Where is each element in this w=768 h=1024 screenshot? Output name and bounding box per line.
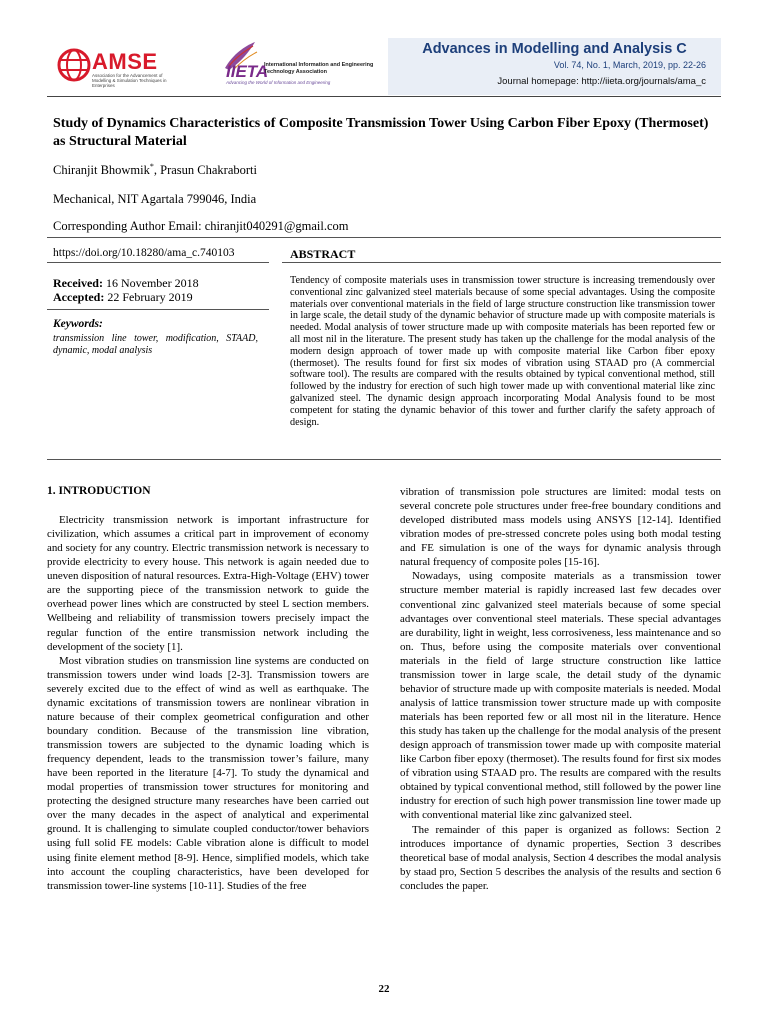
keywords-list: transmission line tower, modification, STAAD, dynamic, modal analysis bbox=[53, 333, 258, 356]
paragraph: Most vibration studies on transmission line systems are conducted on transmission towers under wind loads [2-3]. Transmission towers are severely excited due to the effect of wind as well as earthquake. The dynamic excitations of transmission towers are nonlinear vibration in nature because of their complex geometrical configuration and other boundary condition. Because of the transmission line vibration, transmission towers are subjected to the dynamic loading which is frequency dependent, leads to the transmission tower’s failure, many have been reported in the literature [4-7]. To study the dynamical and modal properties of transmission tower structures for monitoring and protecting the designed structure many researches have been carried out over the many decades in the aspect of analytical and experimental ground. It is challenging to simulate coupled conductor/tower behaviors using full solid FE models: Cable vibration alone is difficult to model using finite element method [8-9]. Hence, simplified models, which take into account the coupling characteristics, have been developed for transmission tower-line systems [10-11]. Studies of the free bbox=[47, 654, 369, 892]
ieta-logo-text: IIETA bbox=[226, 62, 269, 81]
paragraph: vibration of transmission pole structures are limited: modal tests on several concrete pole structures under free-free boundary conditions and developed distributed mass models using ANSYS [12-14]. Identified vibration modes of pre-stressed concrete poles using both modal testing and FE simulation is one of the ways for dynamic analysis through natural frequency of composite poles [15-16]. bbox=[400, 486, 721, 569]
corresponding-mark: * bbox=[149, 162, 154, 171]
amse-logo-text: AMSE bbox=[92, 49, 158, 74]
author-2: , Prasun Chakraborti bbox=[153, 163, 257, 178]
body-column-left bbox=[47, 513, 369, 893]
abstract-heading: ABSTRACT bbox=[290, 247, 356, 261]
keywords-heading: Keywords: bbox=[53, 318, 103, 330]
header-separator bbox=[47, 96, 721, 97]
ieta-full-name: International Information and Engineering Technology Association bbox=[264, 62, 374, 75]
author-1: Chiranjit Bhowmik bbox=[53, 163, 150, 178]
doi-link[interactable]: https://doi.org/10.18280/ama_c.740103 bbox=[53, 247, 235, 259]
received-label: Received: bbox=[53, 276, 103, 290]
journal-volume: Vol. 74, No. 1, March, 2019, pp. 22-26 bbox=[553, 60, 706, 70]
divider bbox=[282, 262, 721, 263]
paper-affiliation: Mechanical, NIT Agartala 799046, India bbox=[53, 192, 257, 206]
divider bbox=[47, 459, 721, 460]
accepted-date bbox=[53, 290, 193, 305]
page-number: 22 bbox=[378, 983, 390, 995]
received-value: 16 November 2018 bbox=[102, 276, 199, 290]
amse-tagline: Association for the Advancement of Modelling & Simulation Techniques in Enterprises bbox=[92, 73, 167, 88]
accepted-label: Accepted: bbox=[53, 290, 105, 304]
accepted-value: 22 February 2019 bbox=[104, 290, 193, 304]
paper-title: Study of Dynamics Characteristics of Composite Transmission Tower Using Carbon Fiber Epoxy (Thermoset) as Structural Material bbox=[53, 116, 709, 149]
divider bbox=[47, 309, 269, 310]
paragraph: The remainder of this paper is organized as follows: Section 2 introduces importance of dynamic properties, Section 3 describes theoretical base of modal analysis, Section 4 describes the modal analysis by staad pro, Section 5 describes the analysis of the results and section 6 concludes the paper. bbox=[400, 823, 721, 892]
divider bbox=[47, 262, 269, 263]
journal-title: Advances in Modelling and Analysis C bbox=[422, 41, 687, 57]
body-column-right bbox=[400, 485, 721, 893]
section-heading-introduction: 1. INTRODUCTION bbox=[47, 485, 151, 497]
paragraph: Electricity transmission network is important infrastructure for civilization, which assumes a critical part in improvement of economy and society for any country. Electric transmission network is necessary to provide electricity to every house. This network is again needed due to uneven disposition of natural resources. Extra-High-Voltage (EHV) tower are the supporting piece of the transmission network to guide the overhead power lines which are constructed by steel L section members. Wellbeing and reliability of transmission towers precisely impact the regular function of the entire transmission network including the development of the society [1]. bbox=[47, 514, 369, 653]
divider bbox=[47, 237, 721, 238]
paper-authors bbox=[53, 162, 257, 178]
journal-homepage-link[interactable]: Journal homepage: http://iieta.org/journals/ama_c bbox=[497, 76, 706, 87]
corresponding-email[interactable]: Corresponding Author Email: chiranjit040291@gmail.com bbox=[53, 219, 349, 233]
paragraph: Nowadays, using composite materials as a transmission tower structure member material is rapidly increased last few decades over conventional zinc galvanized steel materials because of some special advantages over conventional steel materials. These special advantages are durability, light in weight, less corrosiveness, less maintenance and so on. Thus, before using the composite materials over conventional materials in the field of large structure construction like lattice transmission tower in large scale, the detail study of the dynamic behavior of structure made up with composite materials is needed. Modal analysis of lattice transmission tower structure made up with composite materials has been reported few or all most nil in the literature. Hence this study has taken up the challenge for the modal analysis of the present design approach of transmission tower made up with composite material like Carbon fiber epoxy (thermoset). The results found for first six modes of vibration using STAAD pro. The results are compared with the results obtained by typical conventional method, still followed by the power line industry for erection of such high power transmission line tower made up with conventional material like zinc galvanized steel. bbox=[400, 570, 721, 822]
ieta-slogan: Advancing the World of Information and Engineering bbox=[226, 80, 331, 85]
abstract-text: Tendency of composite materials uses in transmission tower structure is increasing tremendously over conventional zinc galvanized steel materials because of some special advantages. Using the composite materials over conventional materials in the field of large structure construction like transmission tower in large scale, the detail study of the dynamic behavior of structure made up with composite materials is needed. Modal analysis of tower structure made up with composite materials has been reported few or all most nil in the literature. The present study has taken up the challenge for the modal analysis of the modern design approach of tower made up with composite material like Carbon fiber epoxy (thermoset). The results found for first six modes of vibration using STAAD pro (A commercial software tool). The results are compared with the results obtained by typical conventional method, still followed by the industry for erection of such high tower made up with conventional material like zinc galvanized steel. The dynamic design approach incorporating Modal Analysis found to be most competent for stating the dynamic behavior of this tower and further clarify the safety approach of design. bbox=[290, 275, 715, 428]
received-date bbox=[53, 276, 199, 291]
